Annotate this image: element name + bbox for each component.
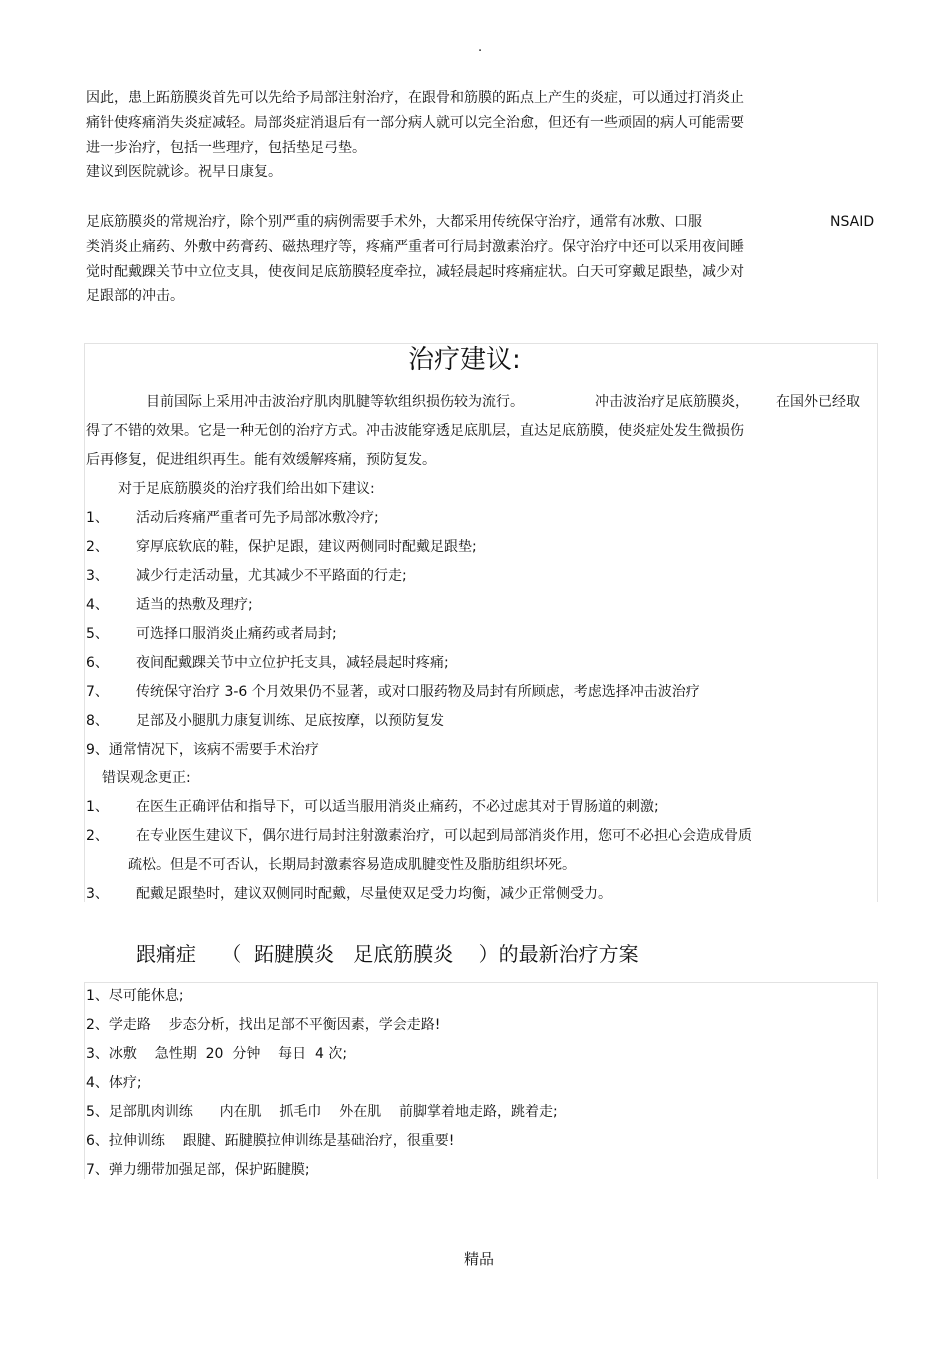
- item-number: 3、: [86, 886, 109, 902]
- list-item: [86, 826, 752, 846]
- section-title: 治疗建议:: [408, 345, 521, 375]
- list-item: 7、弹力绷带加强足部，保护跖腱膜;: [86, 1162, 310, 1178]
- list-item: 5、足部肌肉训练 内在肌 抓毛巾 外在肌 前脚掌着地走路，跳着走;: [86, 1104, 558, 1120]
- text-line: 足跟部的冲击。: [86, 288, 184, 304]
- list-item: 4、体疗;: [86, 1075, 142, 1091]
- list-item: 9、通常情况下，该病不需要手术治疗: [86, 742, 319, 758]
- item-number: 2、: [86, 828, 109, 844]
- item-number: 1、: [86, 510, 109, 526]
- item-number: 5、: [86, 626, 109, 642]
- list-item: 6、拉伸训练 跟腱、跖腱膜拉伸训练是基础治疗，很重要!: [86, 1133, 455, 1149]
- list-item: 2、学走路 步态分析，找出足部不平衡因素，学会走路!: [86, 1017, 441, 1033]
- list-item: [86, 653, 449, 673]
- item-text: 夜间配戴踝关节中立位护托支具，减轻晨起时疼痛;: [136, 655, 449, 671]
- item-text: 活动后疼痛严重者可先予局部冰敷冷疗;: [136, 510, 379, 526]
- list-item: [86, 682, 700, 702]
- item-number: 1、: [86, 799, 109, 815]
- nsaid-label: NSAID: [830, 214, 875, 230]
- header-mark: .: [478, 40, 483, 55]
- item-number: 6、: [86, 655, 109, 671]
- item-text: 穿厚底软底的鞋，保护足跟，建议两侧同时配戴足跟垫;: [136, 539, 477, 555]
- list-item: 3、冰敷 急性期 20 分钟 每日 4 次;: [86, 1046, 348, 1062]
- list-item: [86, 595, 253, 615]
- item-number: 3、: [86, 568, 109, 584]
- item-text: 在医生正确评估和指导下，可以适当服用消炎止痛药，不必过虑其对于胃肠道的刺激;: [136, 799, 659, 815]
- item-number: 7、: [86, 684, 109, 700]
- section-title: 跟痛症 （ 跖腱膜炎 足底筋膜炎 ）的最新治疗方案: [136, 942, 639, 966]
- item-text: 传统保守治疗 3-6 个月效果仍不显著，或对口服药物及局封有所顾虑，考虑选择冲击波治疗: [136, 684, 700, 700]
- list-item: [86, 624, 337, 644]
- item-text: 减少行走活动量，尤其减少不平路面的行走;: [136, 568, 407, 584]
- item-text: 在专业医生建议下，偶尔进行局封注射激素治疗，可以起到局部消炎作用，您可不必担心会造成骨质: [136, 828, 752, 844]
- list-item: [86, 711, 444, 731]
- text-line: 觉时配戴踝关节中立位支具，使夜间足底筋膜轻度牵拉，减轻晨起时疼痛症状。白天可穿戴足跟垫，减少对: [86, 264, 744, 280]
- item-number: 8、: [86, 713, 109, 729]
- item-number: 2、: [86, 539, 109, 555]
- text-line: 因此，患上跖筋膜炎首先可以先给予局部注射治疗，在跟骨和筋膜的跖点上产生的炎症，可以通过打消炎止: [86, 90, 744, 106]
- text-line: 类消炎止痛药、外敷中药膏药、磁热理疗等，疼痛严重者可行局封激素治疗。保守治疗中还可以采用夜间睡: [86, 239, 744, 255]
- text-line: 在国外已经取: [776, 394, 860, 410]
- text-line: 目前国际上采用冲击波治疗肌肉肌腱等软组织损伤较为流行。: [146, 394, 524, 410]
- list-item: 1、尽可能休息;: [86, 988, 184, 1004]
- item-text: 配戴足跟垫时，建议双侧同时配戴，尽量使双足受力均衡，减少正常侧受力。: [136, 886, 612, 902]
- list-item: [86, 537, 477, 557]
- text-line: 得了不错的效果。它是一种无创的治疗方式。冲击波能穿透足底肌层，直达足底筋膜，使炎症处发生微损伤: [86, 423, 744, 439]
- list-item: [86, 797, 659, 817]
- list-item: [86, 884, 612, 904]
- list-item: [86, 566, 407, 586]
- text-line: 进一步治疗，包括一些理疗，包括垫足弓垫。: [86, 140, 366, 156]
- text-line: 痛针使疼痛消失炎症减轻。局部炎症消退后有一部分病人就可以完全治愈，但还有一些顽固的病人可能需要: [86, 115, 744, 131]
- text-line: 足底筋膜炎的常规治疗，除个别严重的病例需要手术外，大都采用传统保守治疗，通常有冰敷、口服: [86, 214, 702, 230]
- text-line: 疏松。但是不可否认，长期局封激素容易造成肌腱变性及脂肪组织坏死。: [128, 857, 576, 873]
- item-number: 4、: [86, 597, 109, 613]
- advice-intro: 对于足底筋膜炎的治疗我们给出如下建议:: [118, 481, 375, 497]
- misconception-title: 错误观念更正:: [102, 770, 191, 786]
- item-text: 可选择口服消炎止痛药或者局封;: [136, 626, 337, 642]
- item-text: 足部及小腿肌力康复训练、足底按摩，以预防复发: [136, 713, 444, 729]
- item-text: 适当的热敷及理疗;: [136, 597, 253, 613]
- footer-label: 精品: [464, 1250, 495, 1268]
- text-line: 建议到医院就诊。祝早日康复。: [86, 164, 282, 180]
- text-line: 冲击波治疗足底筋膜炎，: [595, 394, 749, 410]
- text-line: 后再修复，促进组织再生。能有效缓解疼痛，预防复发。: [86, 452, 436, 468]
- list-item: [86, 508, 379, 528]
